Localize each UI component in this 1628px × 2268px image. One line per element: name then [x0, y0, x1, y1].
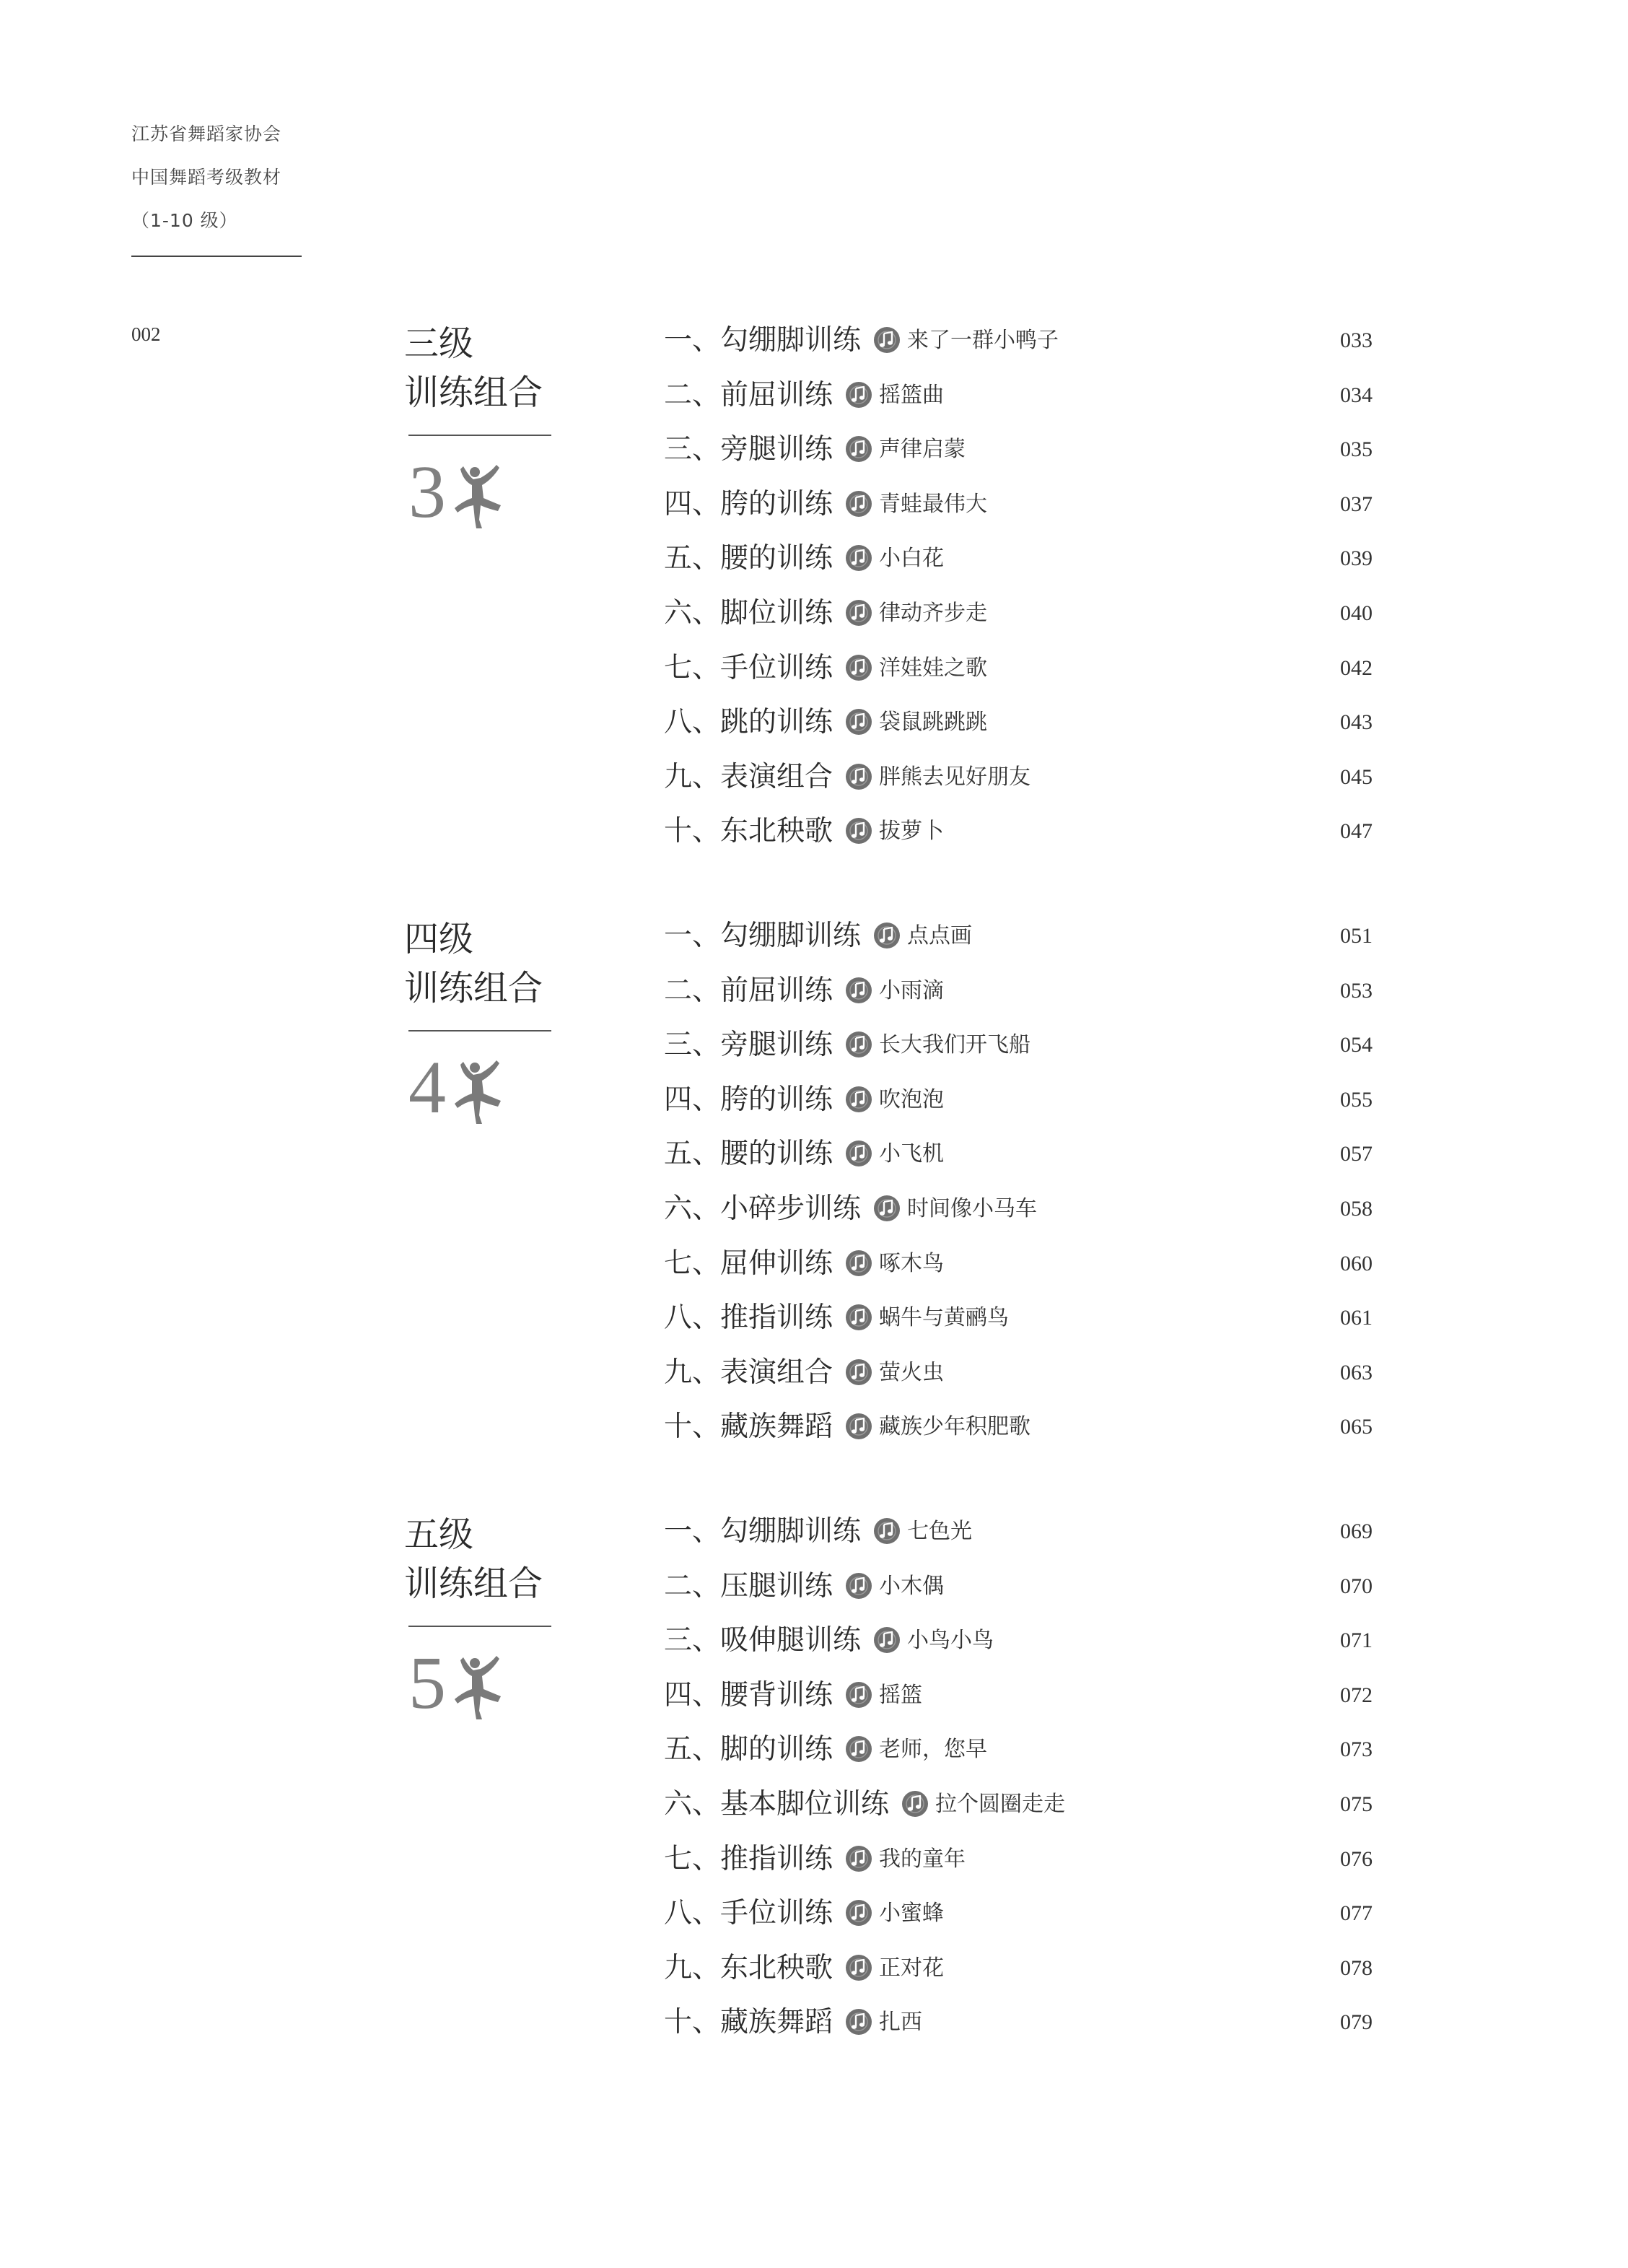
entry-title: 七、屈伸训练: [664, 1247, 833, 1280]
toc-entry[interactable]: [664, 1296, 1400, 1351]
entry-page: 054: [1340, 1033, 1373, 1057]
music-icon: [844, 1358, 873, 1387]
toc-entry[interactable]: [664, 1024, 1400, 1078]
music-icon: [844, 1735, 873, 1763]
section-level-3: [404, 319, 1400, 868]
entry-page: 073: [1340, 1737, 1373, 1762]
song-title: 扎西: [879, 2010, 923, 2036]
music-icon: [844, 1898, 873, 1927]
song-title: 小蜜蜂: [879, 1901, 945, 1927]
entry-title: 四、胯的训练: [664, 1083, 833, 1116]
song-title: 七色光: [907, 1519, 973, 1544]
entry-title: 二、前屈训练: [664, 974, 833, 1007]
toc-entry[interactable]: [664, 1892, 1400, 1947]
toc-entry[interactable]: [664, 2001, 1400, 2056]
toc-entry[interactable]: [664, 1619, 1400, 1674]
section-title-line2: 训练组合: [404, 1563, 543, 1604]
toc-entry[interactable]: [664, 756, 1400, 811]
music-icon: [844, 1303, 873, 1332]
toc-entry[interactable]: [664, 374, 1400, 429]
music-icon: [872, 1626, 901, 1654]
song-title: 长大我们开飞船: [879, 1032, 1031, 1058]
entry-title: 四、胯的训练: [664, 487, 833, 520]
section-title-line2: 训练组合: [404, 968, 543, 1008]
section-divider: [408, 1030, 551, 1031]
entry-title: 八、手位训练: [664, 1897, 833, 1930]
toc-entry[interactable]: [664, 810, 1400, 865]
entry-title: 八、跳的训练: [664, 706, 833, 739]
music-icon: [844, 1680, 873, 1709]
section-title: [404, 915, 556, 1013]
music-icon: [844, 2007, 873, 2036]
song-title: 我的童年: [879, 1846, 966, 1872]
song-title: 小雨滴: [879, 977, 945, 1003]
entry-page: 058: [1340, 1196, 1373, 1221]
toc-entry[interactable]: [664, 319, 1400, 374]
music-icon: [901, 1789, 929, 1818]
toc-entry[interactable]: [664, 1187, 1400, 1242]
entry-page: 042: [1340, 655, 1373, 680]
song-title: 萤火虫: [879, 1359, 945, 1385]
section-divider: [408, 435, 551, 436]
entry-title: 二、前屈训练: [664, 378, 833, 411]
music-icon: [872, 326, 901, 354]
toc-entry[interactable]: [664, 1242, 1400, 1297]
song-title: 小木偶: [879, 1573, 945, 1599]
toc-entry[interactable]: [664, 1947, 1400, 2002]
toc-entry[interactable]: [664, 647, 1400, 702]
toc-entry[interactable]: [664, 1405, 1400, 1460]
page-number: 002: [131, 323, 161, 345]
music-icon: [844, 598, 873, 627]
entry-page: 043: [1340, 710, 1373, 735]
entry-title: 六、脚位训练: [664, 596, 833, 629]
entry-page: 076: [1340, 1846, 1373, 1871]
header-divider: [131, 256, 302, 257]
toc-entry[interactable]: [664, 592, 1400, 647]
entry-title: 六、小碎步训练: [664, 1192, 862, 1225]
entry-page: 037: [1340, 492, 1373, 516]
song-title: 拉个圆圈走走: [935, 1791, 1066, 1817]
entry-page: 034: [1340, 383, 1373, 407]
music-icon: [872, 1194, 901, 1223]
entry-title: 十、东北秧歌: [664, 815, 833, 848]
toc-entry[interactable]: [664, 1078, 1400, 1133]
section-title: [404, 319, 556, 417]
song-title: 藏族少年积肥歌: [879, 1414, 1031, 1440]
entry-title: 十、藏族舞蹈: [664, 2006, 833, 2039]
entry-title: 一、勾绷脚训练: [664, 1515, 862, 1548]
entry-page: 071: [1340, 1628, 1373, 1653]
section-divider: [408, 1626, 551, 1627]
entry-title: 一、勾绷脚训练: [664, 920, 862, 952]
toc-entry[interactable]: [664, 537, 1400, 592]
entry-title: 二、压腿训练: [664, 1569, 833, 1602]
song-title: 小白花: [879, 546, 945, 572]
music-icon: [844, 976, 873, 1005]
song-title: 摇篮曲: [879, 382, 945, 408]
music-icon: [844, 1571, 873, 1600]
entry-title: 三、吸伸腿训练: [664, 1624, 862, 1657]
toc-entry[interactable]: [664, 1783, 1400, 1838]
toc-entry[interactable]: [664, 1728, 1400, 1783]
music-icon: [844, 707, 873, 736]
level-number: 5: [408, 1641, 446, 1724]
toc-entry[interactable]: [664, 428, 1400, 483]
section-title-line1: 五级: [404, 1514, 474, 1555]
song-title: 老师，您早: [879, 1737, 988, 1763]
entry-title: 三、旁腿训练: [664, 433, 833, 466]
entry-page: 045: [1340, 764, 1373, 789]
toc-entry[interactable]: [664, 1838, 1400, 1893]
entry-page: 065: [1340, 1415, 1373, 1439]
song-title: 青蛙最伟大: [879, 491, 988, 517]
music-icon: [844, 1030, 873, 1059]
toc-entry[interactable]: [664, 1565, 1400, 1620]
dancer-icon: [449, 462, 505, 531]
toc-entry[interactable]: [664, 1674, 1400, 1729]
entry-page: 069: [1340, 1519, 1373, 1543]
music-icon: [872, 921, 901, 950]
music-icon: [844, 816, 873, 845]
entry-page: 060: [1340, 1251, 1373, 1275]
song-title: 小飞机: [879, 1141, 945, 1167]
entry-title: 九、表演组合: [664, 760, 833, 793]
entry-page: 063: [1340, 1360, 1373, 1384]
section-title-line2: 训练组合: [404, 372, 543, 413]
entry-title: 四、腰背训练: [664, 1678, 833, 1711]
section-title-line1: 三级: [404, 323, 474, 364]
music-icon: [844, 1412, 873, 1441]
entry-page: 055: [1340, 1087, 1373, 1112]
entry-page: 072: [1340, 1683, 1373, 1707]
toc-list: [664, 1510, 1400, 2056]
entry-title: 五、腰的训练: [664, 1138, 833, 1171]
entry-page: 078: [1340, 1955, 1373, 1980]
toc-entry[interactable]: [664, 1133, 1400, 1187]
level-badge: [408, 1641, 509, 1727]
entry-page: 051: [1340, 924, 1373, 948]
entry-page: 061: [1340, 1306, 1373, 1330]
song-title: 蜗牛与黄鹂鸟: [879, 1305, 1010, 1331]
level-range: （1-10 级）: [131, 210, 238, 231]
entry-page: 039: [1340, 546, 1373, 571]
song-title: 小鸟小鸟: [907, 1628, 994, 1654]
entry-page: 040: [1340, 601, 1373, 625]
toc-entry[interactable]: [664, 915, 1400, 969]
section-level-4: [404, 915, 1400, 1463]
song-title: 袋鼠跳跳跳: [879, 710, 988, 736]
music-icon: [844, 1249, 873, 1278]
dancer-icon: [449, 1653, 505, 1722]
music-icon: [844, 762, 873, 791]
entry-title: 六、基本脚位训练: [664, 1787, 890, 1820]
music-icon: [844, 435, 873, 463]
toc-entry[interactable]: [664, 1510, 1400, 1565]
entry-title: 七、手位训练: [664, 651, 833, 684]
song-title: 摇篮: [879, 1682, 923, 1708]
publisher-name: 江苏省舞蹈家协会: [131, 123, 282, 144]
dancer-icon: [449, 1057, 505, 1127]
section-title: [404, 1510, 556, 1608]
entry-title: 五、脚的训练: [664, 1733, 833, 1766]
level-badge: [408, 1046, 509, 1131]
toc-entry[interactable]: [664, 1351, 1400, 1406]
entry-page: 035: [1340, 437, 1373, 462]
section-title-line1: 四级: [404, 919, 474, 959]
entry-page: 075: [1340, 1792, 1373, 1816]
music-icon: [844, 544, 873, 572]
toc-list: [664, 915, 1400, 1460]
music-icon: [872, 1517, 901, 1545]
music-icon: [844, 1085, 873, 1114]
song-title: 拔萝卜: [879, 819, 945, 845]
music-icon: [844, 653, 873, 682]
toc-entry[interactable]: [664, 483, 1400, 538]
entry-page: 070: [1340, 1574, 1373, 1598]
music-icon: [844, 1139, 873, 1168]
section-level-5: [404, 1510, 1400, 2059]
entry-title: 十、藏族舞蹈: [664, 1410, 833, 1444]
toc-list: [664, 319, 1400, 865]
entry-title: 七、推指训练: [664, 1842, 833, 1875]
entry-page: 057: [1340, 1142, 1373, 1166]
publisher-header: [131, 113, 302, 243]
song-title: 正对花: [879, 1955, 945, 1981]
song-title: 时间像小马车: [907, 1195, 1038, 1221]
song-title: 洋娃娃之歌: [879, 655, 988, 681]
entry-page: 047: [1340, 819, 1373, 844]
entry-page: 079: [1340, 2010, 1373, 2035]
entry-title: 一、勾绷脚训练: [664, 324, 862, 357]
song-title: 声律启蒙: [879, 437, 966, 463]
entry-title: 九、东北秧歌: [664, 1951, 833, 1984]
level-number: 3: [408, 450, 446, 533]
book-title: 中国舞蹈考级教材: [131, 167, 282, 188]
song-title: 点点画: [907, 923, 973, 948]
song-title: 胖熊去见好朋友: [879, 764, 1031, 790]
music-icon: [844, 1844, 873, 1873]
entry-page: 033: [1340, 328, 1373, 352]
song-title: 吹泡泡: [879, 1086, 945, 1112]
entry-page: 053: [1340, 978, 1373, 1003]
toc-entry[interactable]: [664, 969, 1400, 1024]
level-number: 4: [408, 1046, 446, 1129]
song-title: 来了一群小鸭子: [907, 328, 1059, 353]
music-icon: [844, 380, 873, 409]
music-icon: [844, 1953, 873, 1982]
song-title: 啄木鸟: [879, 1250, 945, 1276]
music-icon: [844, 489, 873, 518]
entry-title: 九、表演组合: [664, 1356, 833, 1389]
entry-title: 五、腰的训练: [664, 542, 833, 575]
level-badge: [408, 450, 509, 536]
toc-entry[interactable]: [664, 701, 1400, 756]
entry-title: 三、旁腿训练: [664, 1029, 833, 1062]
entry-page: 077: [1340, 1901, 1373, 1926]
song-title: 律动齐步走: [879, 600, 988, 626]
entry-title: 八、推指训练: [664, 1301, 833, 1335]
